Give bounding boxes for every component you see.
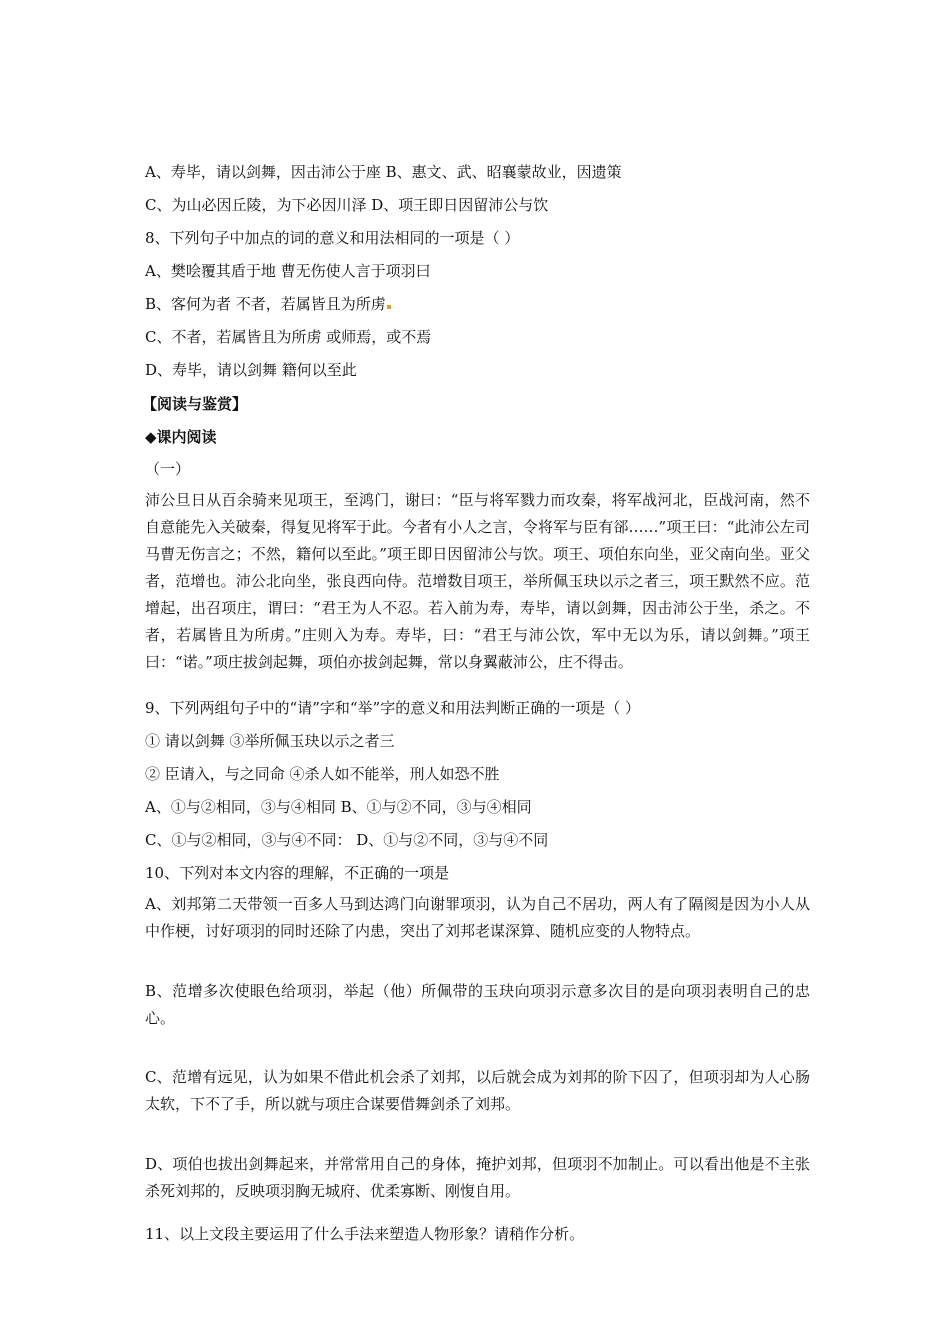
q8-option-c: C、不者，若属皆且为所虏 或师焉，或不焉	[145, 328, 432, 346]
passage-text: 沛公旦日从百余骑来见项王，至鸿门，谢曰：“臣与将军戮力而攻秦，将军战河北，臣战河南，然不自意能先入关破秦，得复见将军于此。今者有小人之言，令将军与臣有郤……”项王曰：“此沛公左司马曹无伤言之；不然，籍何以至此。”项王即日因留沛公与饮。项王、项伯东向坐，亚父南向坐。亚父者，范增也。沛公北向坐，张良西向侍。范增数目项王，举所佩玉玦以示之者三，项王默然不应。范增起，出召项庄，谓曰：“君王为人不忍。若入前为寿，寿毕，请以剑舞，因击沛公于坐，杀之。不者，若属皆且为所虏。”庄则入为寿。寿毕，曰：“君王与沛公饮，军中无以为乐，请以剑舞。”项王曰：“诺。”项庄拔剑起舞，项伯亦拔剑起舞，常以身翼蔽沛公，庄不得击。	[145, 491, 810, 671]
q9-options-ab: A、①与②相同，③与④相同 B、①与②不同，③与④相同	[145, 798, 532, 816]
part-label: （一）	[145, 460, 191, 478]
q8-option-b-text: B、客何为者 不者，若属皆且为所虏	[145, 295, 386, 313]
q8-option-b	[145, 294, 391, 314]
section-title: 【阅读与鉴赏】	[142, 395, 248, 413]
q7-options-cd: C、为山必因丘陵，为下必因川泽 D、项王即日因留沛公与饮	[145, 196, 549, 214]
q9-row2: ② 臣请入，与之同命 ④杀人如不能举，刑人如恐不胜	[145, 765, 500, 783]
q9-row1: ① 请以剑舞 ③举所佩玉玦以示之者三	[145, 732, 395, 750]
q10-option-a: A、刘邦第二天带领一百多人马到达鸿门向谢罪项羽，认为自己不居功，两人有了隔阂是因为小人从中作梗，讨好项羽的同时还除了内患，突出了刘邦老谋深算、随机应变的人物特点。	[145, 895, 810, 940]
section-subtitle: ◆课内阅读	[145, 428, 217, 446]
q10-option-d: D、项伯也拔出剑舞起来，并常常用自己的身体，掩护刘邦，但项羽不加制止。可以看出他是不主张杀死刘邦的，反映项羽胸无城府、优柔寡断、刚愎自用。	[145, 1155, 810, 1200]
q8-option-a: A、樊哙覆其盾于地 曹无伤使人言于项羽曰	[145, 262, 431, 280]
q11-stem: 11、以上文段主要运用了什么手法来塑造人物形象？请稍作分析。	[145, 1225, 585, 1243]
q9-options-cd: C、①与②相同，③与④不同： D、①与②不同，③与④不同	[145, 831, 549, 849]
q8-stem: 8、下列句子中加点的词的意义和用法相同的一项是（ ）	[145, 229, 520, 247]
q10-stem: 10、下列对本文内容的理解，不正确的一项是	[145, 864, 450, 882]
q10-option-c: C、范增有远见，认为如果不借此机会杀了刘邦，以后就会成为刘邦的阶下囚了，但项羽却为人心肠太软，下不了手，所以就与项庄合谋要借舞剑杀了刘邦。	[145, 1068, 810, 1113]
cursor-mark	[387, 305, 391, 309]
q7-options-ab: A、寿毕，请以剑舞，因击沛公于座 B、惠文、武、昭襄蒙故业，因遗策	[145, 163, 622, 181]
q9-stem: 9、下列两组句子中的“请”字和“举”字的意义和用法判断正确的一项是（ ）	[145, 699, 640, 717]
q8-option-d: D、寿毕，请以剑舞 籍何以至此	[145, 361, 357, 379]
q10-option-b: B、范增多次使眼色给项羽，举起（他）所佩带的玉玦向项羽示意多次目的是向项羽表明自己的忠心。	[145, 982, 810, 1027]
